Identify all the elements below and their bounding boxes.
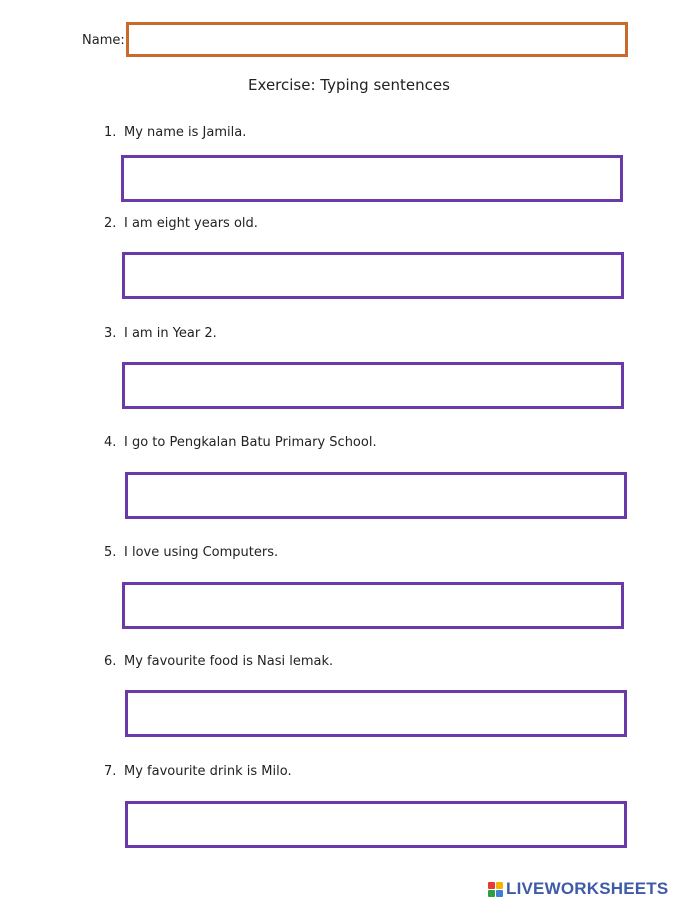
name-label: Name: <box>82 33 125 48</box>
question-number: 7. <box>104 764 117 779</box>
question-4 <box>104 435 377 451</box>
answer-box-6[interactable] <box>125 690 627 737</box>
question-text: I am eight years old. <box>124 216 258 231</box>
question-text: My favourite drink is Milo. <box>124 764 292 779</box>
page-title-text: Exercise: Typing sentences <box>248 76 450 94</box>
question-number: 6. <box>104 654 117 669</box>
question-2 <box>104 216 258 232</box>
name-input[interactable] <box>126 22 628 57</box>
question-number: 5. <box>104 545 117 560</box>
question-text: I go to Pengkalan Batu Primary School. <box>124 435 377 450</box>
answer-box-1[interactable] <box>121 155 623 202</box>
logo-text: LIVEWORKSHEETS <box>506 879 669 898</box>
question-number: 1. <box>104 125 117 140</box>
question-text: I love using Computers. <box>124 545 279 560</box>
question-text: My favourite food is Nasi lemak. <box>124 654 334 669</box>
question-number: 2. <box>104 216 117 231</box>
logo-tile <box>488 882 495 889</box>
liveworksheets-logo <box>488 880 668 898</box>
logo-tile <box>488 890 495 897</box>
question-3 <box>104 326 217 342</box>
question-1 <box>104 125 246 141</box>
answer-box-7[interactable] <box>125 801 627 848</box>
question-5 <box>104 545 278 561</box>
answer-box-3[interactable] <box>122 362 624 409</box>
question-6 <box>104 654 333 670</box>
answer-box-4[interactable] <box>125 472 627 519</box>
question-number: 3. <box>104 326 117 341</box>
answer-box-5[interactable] <box>122 582 624 629</box>
question-text: My name is Jamila. <box>124 125 247 140</box>
page-title <box>0 76 700 94</box>
question-number: 4. <box>104 435 117 450</box>
logo-tile <box>496 890 503 897</box>
answer-box-2[interactable] <box>122 252 624 299</box>
question-7 <box>104 764 292 780</box>
logo-tile <box>496 882 503 889</box>
question-text: I am in Year 2. <box>124 326 217 341</box>
logo-icon <box>488 882 503 897</box>
